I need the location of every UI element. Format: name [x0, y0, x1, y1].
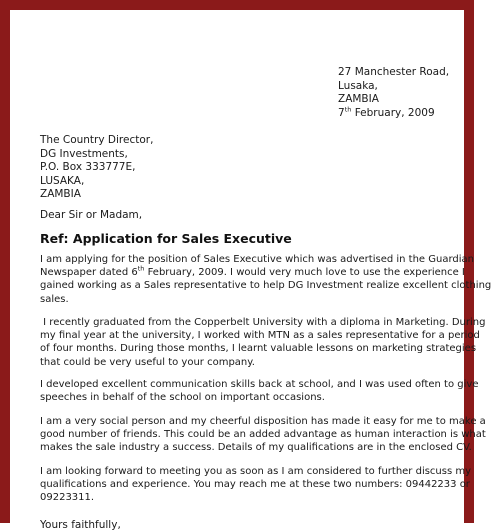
paragraph-communication — [40, 378, 479, 404]
text-segment: Newspaper dated 6 — [40, 267, 138, 279]
sender-street: 27 Manchester Road, — [338, 66, 450, 78]
recipient-address — [40, 134, 153, 202]
date-day: 7 — [338, 106, 345, 119]
paragraph-line: I am applying for the position of Sales Executive which was advertised in the Guardian — [40, 254, 474, 265]
salutation: Dear Sir or Madam, — [40, 209, 143, 221]
sender-address — [338, 66, 449, 120]
paragraph-line — [40, 264, 465, 279]
recipient-line: LUSAKA, — [40, 174, 85, 187]
paragraph-personality — [40, 415, 486, 455]
paragraph-education — [40, 316, 486, 369]
letter-date — [338, 107, 449, 121]
paragraph-position — [40, 253, 491, 306]
recipient-line: ZAMBIA — [40, 188, 81, 200]
paragraph-contact — [40, 465, 472, 505]
text-superscript: th — [137, 264, 145, 273]
recipient-line: P.O. Box 333777E, — [40, 161, 136, 173]
sender-country: ZAMBIA — [338, 93, 379, 105]
paragraph-line: qualifications and experience. You may reach me at these two numbers: 09442233 or — [40, 479, 470, 491]
date-rest: February, 2009 — [351, 106, 435, 119]
paragraph-line: my final year at the university, I worked with MTN as a sales representative for a period — [40, 330, 480, 342]
date-suffix: th — [344, 105, 352, 113]
paragraph-line: that could be very useful to your company. — [40, 356, 255, 368]
text-segment: February, 2009. I would very much love to use the experience I — [144, 267, 465, 279]
paragraph-line: good number of friends. This could be an added advantage as human interaction is what — [40, 429, 486, 441]
paragraph-line: makes the sale industry a success. Details of my qualifications are in the enclosed CV. — [40, 442, 472, 454]
paragraph-line: gained working as a Sales representative to help DG Investment realize excellent clothing — [40, 280, 491, 292]
sender-city: Lusaka, — [338, 79, 378, 92]
closing: Yours faithfully, — [40, 519, 121, 531]
recipient-line: The Country Director, — [40, 134, 154, 146]
paragraph-line: of four months. During those months, I learnt valuable lessons on marketing strategies — [40, 343, 477, 355]
recipient-line: DG Investments, — [40, 147, 128, 160]
paragraph-line: sales. — [40, 293, 69, 305]
paragraph-line: speeches in behalf of the school on important occasions. — [40, 392, 325, 404]
paragraph-line: I am looking forward to meeting you as soon as I am considered to further discuss my — [40, 466, 472, 477]
paragraph-line: I recently graduated from the Copperbelt University with a diploma in Marketing. During — [40, 317, 486, 328]
paragraph-line: I am a very social person and my cheerful disposition has made it easy for me to make a — [40, 416, 486, 427]
paragraph-line: I developed excellent communication skills back at school, and I was used often to give — [40, 379, 479, 390]
paragraph-line: 09223311. — [40, 492, 95, 504]
reference-heading: Ref: Application for Sales Executive — [40, 231, 292, 246]
